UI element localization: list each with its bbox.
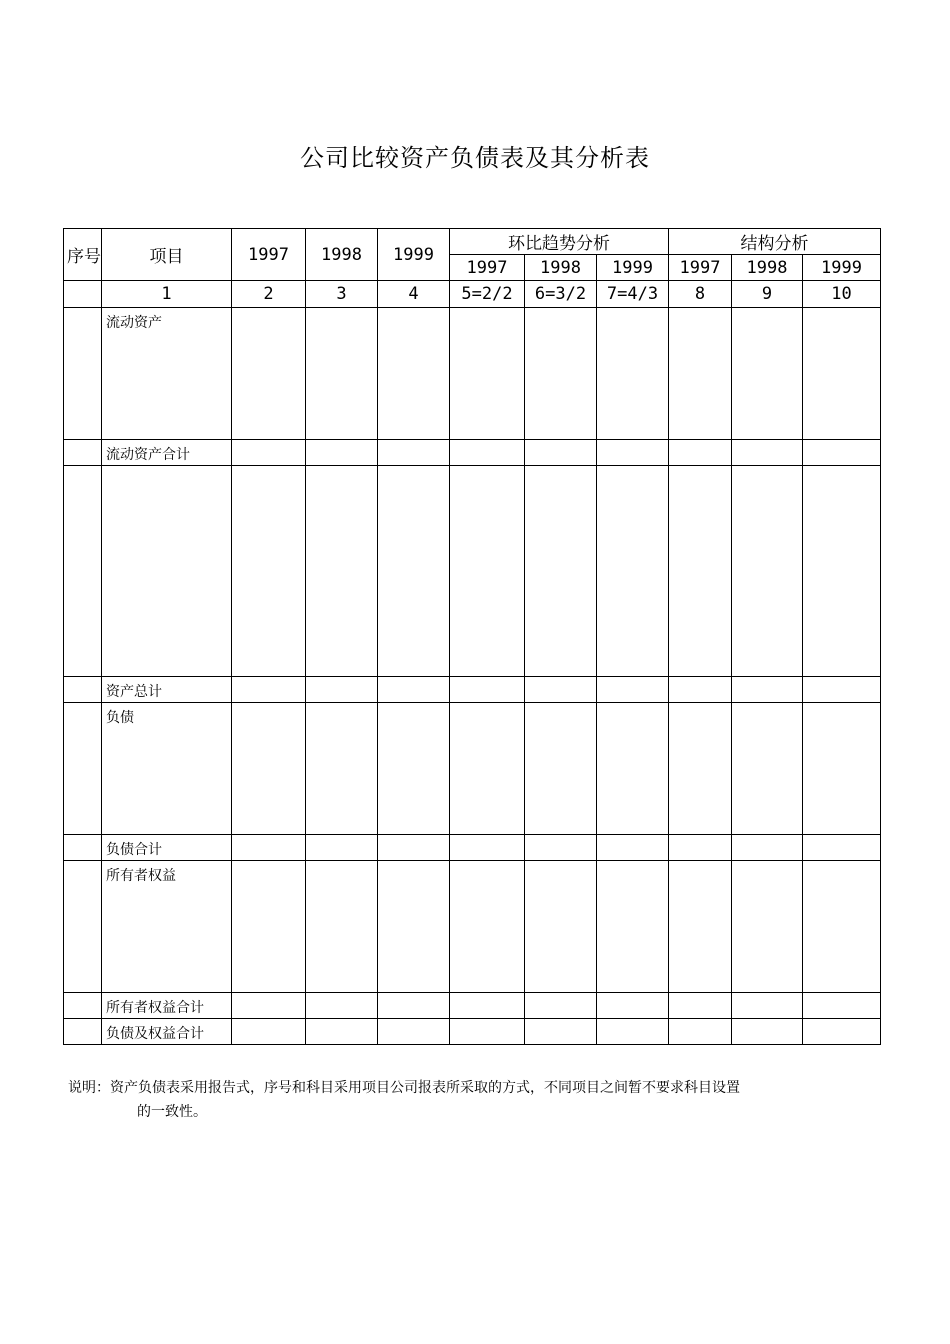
trend-analysis-header: 环比趋势分析 xyxy=(450,229,669,255)
value-cell[interactable] xyxy=(378,1019,450,1045)
value-cell[interactable] xyxy=(232,308,306,440)
table-row-liabilities xyxy=(64,703,881,835)
note-line-2: 的一致性。 xyxy=(137,1104,207,1120)
structure-analysis-header: 结构分析 xyxy=(669,229,881,255)
table-row-equity xyxy=(64,861,881,993)
value-cell[interactable] xyxy=(803,861,881,993)
value-cell[interactable] xyxy=(232,835,306,861)
seq-cell[interactable] xyxy=(64,1019,102,1045)
value-cell[interactable] xyxy=(732,703,803,835)
value-cell[interactable] xyxy=(732,677,803,703)
header-row-1 xyxy=(64,229,881,255)
value-cell[interactable] xyxy=(597,440,669,466)
value-cell[interactable] xyxy=(669,677,732,703)
value-cell[interactable] xyxy=(525,440,597,466)
item-total-assets[interactable]: 资产总计 xyxy=(102,677,232,703)
seq-cell[interactable] xyxy=(64,993,102,1019)
column-number: 9 xyxy=(732,281,803,308)
value-cell[interactable] xyxy=(732,440,803,466)
value-cell[interactable] xyxy=(525,466,597,677)
value-cell[interactable] xyxy=(378,703,450,835)
seq-cell[interactable] xyxy=(64,861,102,993)
table-row-current-assets xyxy=(64,308,881,440)
table-row-total-assets xyxy=(64,677,881,703)
value-cell[interactable] xyxy=(450,308,525,440)
value-cell[interactable] xyxy=(525,861,597,993)
value-cell[interactable] xyxy=(803,440,881,466)
value-cell[interactable] xyxy=(525,835,597,861)
value-cell[interactable] xyxy=(525,677,597,703)
seq-number-cell xyxy=(64,281,102,308)
column-number: 6=3/2 xyxy=(525,281,597,308)
value-cell[interactable] xyxy=(732,466,803,677)
value-cell[interactable] xyxy=(525,993,597,1019)
value-cell[interactable] xyxy=(525,703,597,835)
seq-cell[interactable] xyxy=(64,440,102,466)
value-cell[interactable] xyxy=(597,993,669,1019)
item-equity-total[interactable]: 所有者权益合计 xyxy=(102,993,232,1019)
value-cell[interactable] xyxy=(732,1019,803,1045)
value-cell[interactable] xyxy=(450,835,525,861)
note-line-1: 说明：资产负债表采用报告式，序号和科目采用项目公司报表所采取的方式，不同项目之间暂不要求科目设置 xyxy=(68,1080,740,1096)
value-cell[interactable] xyxy=(232,703,306,835)
item-current-assets[interactable]: 流动资产 xyxy=(102,308,232,440)
balance-sheet-table xyxy=(63,228,881,1045)
column-number-row xyxy=(64,281,881,308)
seq-cell[interactable] xyxy=(64,466,102,677)
value-cell[interactable] xyxy=(669,440,732,466)
trend-year-1999: 1999 xyxy=(597,255,669,281)
value-cell[interactable] xyxy=(732,993,803,1019)
seq-header: 序号 xyxy=(64,229,102,281)
table-row-current-assets-total xyxy=(64,440,881,466)
value-cell[interactable] xyxy=(306,308,378,440)
item-liabilities[interactable]: 负债 xyxy=(102,703,232,835)
seq-cell[interactable] xyxy=(64,677,102,703)
value-cell[interactable] xyxy=(306,440,378,466)
value-cell[interactable] xyxy=(597,308,669,440)
seq-cell[interactable] xyxy=(64,703,102,835)
item-header: 项目 xyxy=(102,229,232,281)
value-cell[interactable] xyxy=(306,861,378,993)
value-cell[interactable] xyxy=(803,993,881,1019)
year-header-1998: 1998 xyxy=(306,229,378,281)
value-cell[interactable] xyxy=(450,677,525,703)
table-row-non-current-assets xyxy=(64,466,881,677)
value-cell[interactable] xyxy=(378,993,450,1019)
value-cell[interactable] xyxy=(450,861,525,993)
value-cell[interactable] xyxy=(378,835,450,861)
value-cell[interactable] xyxy=(450,703,525,835)
value-cell[interactable] xyxy=(732,861,803,993)
table-row-liabilities-total xyxy=(64,835,881,861)
value-cell[interactable] xyxy=(378,677,450,703)
value-cell[interactable] xyxy=(232,440,306,466)
value-cell[interactable] xyxy=(450,1019,525,1045)
value-cell[interactable] xyxy=(232,993,306,1019)
column-number: 3 xyxy=(306,281,378,308)
year-header-1999: 1999 xyxy=(378,229,450,281)
page-title: 公司比较资产负债表及其分析表 xyxy=(300,144,650,172)
value-cell[interactable] xyxy=(803,1019,881,1045)
value-cell[interactable] xyxy=(803,466,881,677)
structure-year-1998: 1998 xyxy=(732,255,803,281)
value-cell[interactable] xyxy=(803,835,881,861)
column-number: 1 xyxy=(102,281,232,308)
item-liabilities-equity-total[interactable]: 负债及权益合计 xyxy=(102,1019,232,1045)
table-row-liabilities-equity-total xyxy=(64,1019,881,1045)
value-cell[interactable] xyxy=(232,1019,306,1045)
value-cell[interactable] xyxy=(597,703,669,835)
value-cell[interactable] xyxy=(378,861,450,993)
column-number: 2 xyxy=(232,281,306,308)
value-cell[interactable] xyxy=(450,993,525,1019)
item-non-current-assets[interactable] xyxy=(102,466,232,677)
column-number: 4 xyxy=(378,281,450,308)
value-cell[interactable] xyxy=(232,466,306,677)
seq-cell[interactable] xyxy=(64,308,102,440)
value-cell[interactable] xyxy=(306,1019,378,1045)
value-cell[interactable] xyxy=(732,835,803,861)
value-cell[interactable] xyxy=(669,1019,732,1045)
year-header-1997: 1997 xyxy=(232,229,306,281)
item-equity[interactable]: 所有者权益 xyxy=(102,861,232,993)
value-cell[interactable] xyxy=(306,993,378,1019)
value-cell[interactable] xyxy=(306,703,378,835)
column-number: 7=4/3 xyxy=(597,281,669,308)
value-cell[interactable] xyxy=(525,308,597,440)
column-number: 8 xyxy=(669,281,732,308)
value-cell[interactable] xyxy=(669,835,732,861)
value-cell[interactable] xyxy=(803,308,881,440)
structure-year-1997: 1997 xyxy=(669,255,732,281)
column-number: 5=2/2 xyxy=(450,281,525,308)
structure-year-1999: 1999 xyxy=(803,255,881,281)
value-cell[interactable] xyxy=(669,308,732,440)
value-cell[interactable] xyxy=(597,677,669,703)
value-cell[interactable] xyxy=(669,993,732,1019)
value-cell[interactable] xyxy=(378,308,450,440)
item-current-assets-total[interactable]: 流动资产合计 xyxy=(102,440,232,466)
value-cell[interactable] xyxy=(597,835,669,861)
value-cell[interactable] xyxy=(232,677,306,703)
table-row-equity-total xyxy=(64,993,881,1019)
value-cell[interactable] xyxy=(669,703,732,835)
value-cell[interactable] xyxy=(306,466,378,677)
value-cell[interactable] xyxy=(597,466,669,677)
value-cell[interactable] xyxy=(597,1019,669,1045)
value-cell[interactable] xyxy=(450,466,525,677)
column-number: 10 xyxy=(803,281,881,308)
value-cell[interactable] xyxy=(450,440,525,466)
value-cell[interactable] xyxy=(232,861,306,993)
item-liabilities-total[interactable]: 负债合计 xyxy=(102,835,232,861)
trend-year-1997: 1997 xyxy=(450,255,525,281)
value-cell[interactable] xyxy=(378,466,450,677)
value-cell[interactable] xyxy=(306,677,378,703)
value-cell[interactable] xyxy=(669,466,732,677)
value-cell[interactable] xyxy=(378,440,450,466)
trend-year-1998: 1998 xyxy=(525,255,597,281)
value-cell[interactable] xyxy=(597,861,669,993)
value-cell[interactable] xyxy=(306,835,378,861)
value-cell[interactable] xyxy=(732,308,803,440)
value-cell[interactable] xyxy=(803,677,881,703)
value-cell[interactable] xyxy=(525,1019,597,1045)
seq-cell[interactable] xyxy=(64,835,102,861)
value-cell[interactable] xyxy=(669,861,732,993)
value-cell[interactable] xyxy=(803,703,881,835)
